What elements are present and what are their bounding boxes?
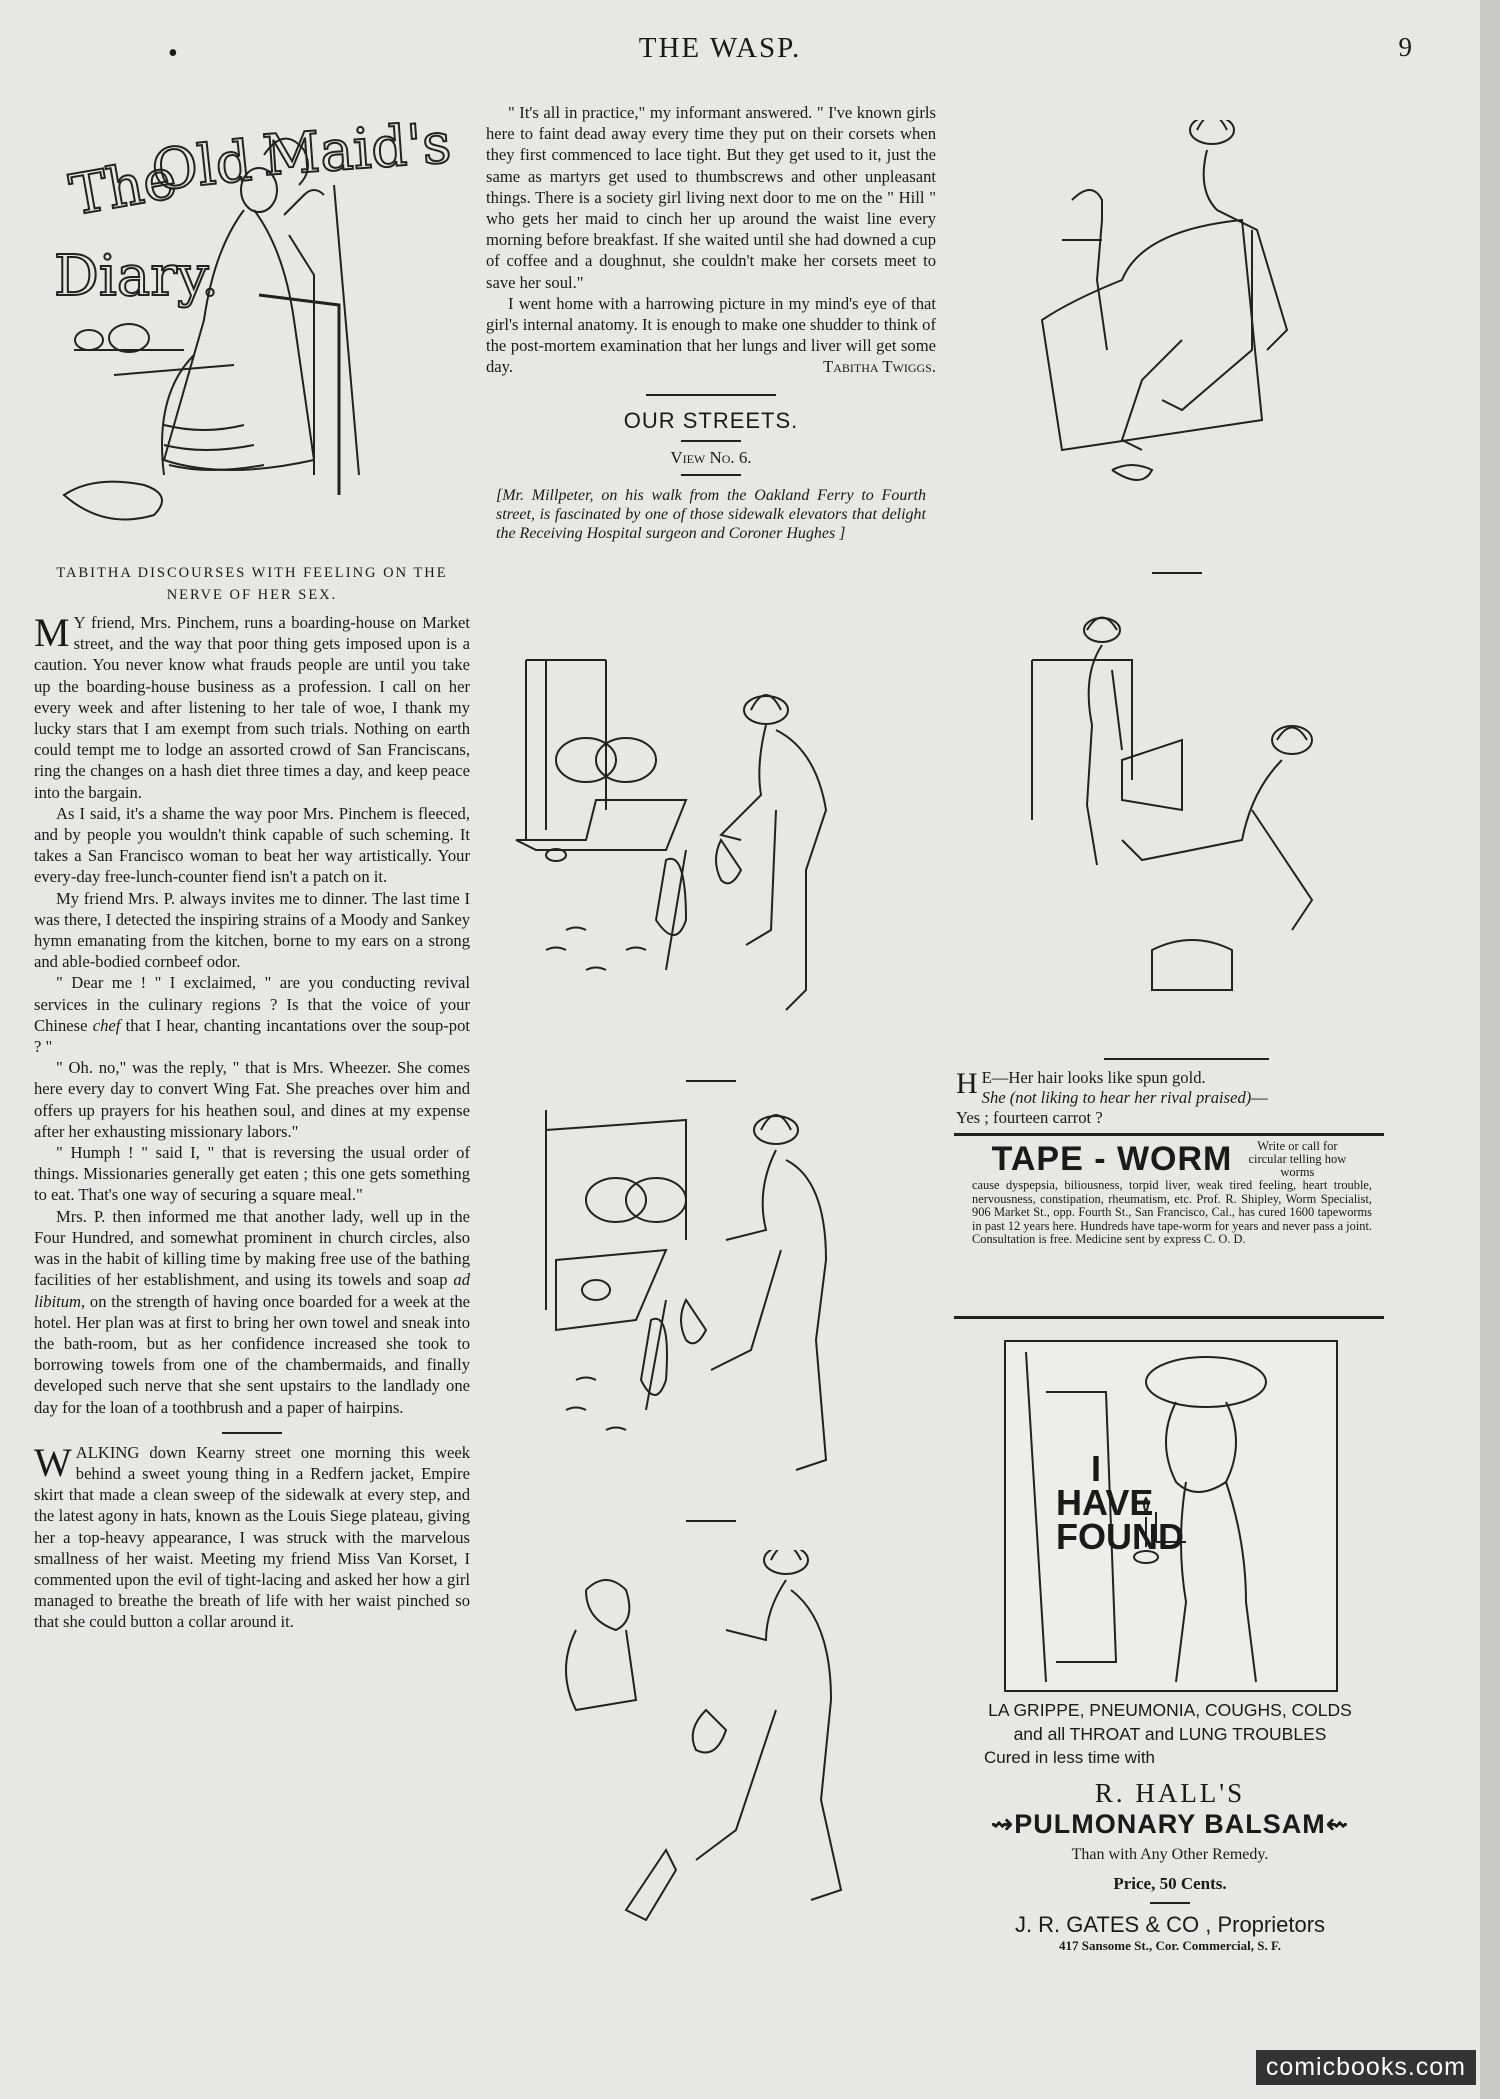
joke <box>956 1068 1386 1128</box>
watermark: comicbooks.com <box>1256 2050 1476 2085</box>
svg-text:Old: Old <box>148 128 255 204</box>
section-intro: [Mr. Millpeter, on his walk from the Oakland Ferry to Fourth street, is fascinated by one of those sidewalk elevators that delight the Receiving Hospital surgeon and Coroner Hughes ] <box>496 486 926 542</box>
paragraph: As I said, it's a shame the way poor Mrs. Pinchem is fleeced, and by people you wouldn't think capable of such scheming. It takes a San Francisco woman to beat her way artistically. Your every-day free-lunch-counter fiend isn't a patch on it. <box>34 803 470 887</box>
drop-cap: H <box>956 1067 978 1100</box>
masthead: THE WASP. <box>638 32 802 64</box>
joke-line: She (not liking to hear her rival praised) <box>981 1088 1252 1107</box>
divider <box>954 1316 1384 1319</box>
cartoon-panel-2 <box>536 1110 906 1490</box>
balsam-ad-line: Cured in less time with <box>984 1748 1156 1767</box>
divider <box>1104 1058 1269 1060</box>
paragraph-text: friend, Mrs. Pinchem, runs a boarding-house on Market street, and the way that poor thing gets imposed upon is a caution. You never know what frauds people are until you take up the boarding-house business as a profession. I call on her every week and after listening to her tale of woe, I thank my lucky stars that I am exempt from such trials. Nothing on earth could tempt me to lodge an assorted crowd of San Franciscans, ring the changes on a hash diet three times a day, and keep peace into the bargain. <box>34 613 470 802</box>
paragraph <box>34 612 470 803</box>
divider <box>954 1133 1384 1136</box>
sign-line: HAVE <box>1056 1482 1154 1523</box>
divider <box>1150 1902 1190 1904</box>
paragraph <box>34 972 470 1057</box>
signature: Tabitha Twiggs. <box>823 357 936 377</box>
small-caps: ALKING <box>75 1442 140 1462</box>
page-edge <box>1480 0 1500 2099</box>
paragraph-text: , on the strength of having once boarded for a week at the hotel. Her plan was at first to bring her own towel and sneak into the bath-room, but as her confidence increased she took to borrowing towels from one of the chambermaids, and finally developed such nerve that she sent upstairs to the landlady one day for the loan of a toothbrush and a paper of hairpins. <box>34 1291 470 1417</box>
italic-text: ad libitum <box>34 1270 470 1311</box>
paragraph <box>34 1206 470 1418</box>
paragraph: " It's all in practice," my informant answered. " I've known girls here to faint dead away every time they put on their corsets when they first commenced to lace tight. But they get used to it, just the same as martyrs get used to thumbscrews and other unpleasant things. There is a society girl living next door to me on the " Hill " who gets her maid to cinch her up around the waist line every morning before breakfast. If she waited until she had downed a cup of coffee and a doughnut, she couldn't make her corsets meet to save her soul." <box>486 103 936 292</box>
divider <box>681 474 741 476</box>
header-dot: • <box>168 38 178 69</box>
joke-line: Yes ; fourteen carrot ? <box>956 1108 1103 1127</box>
balsam-price: Price, 50 Cents. <box>1113 1874 1227 1893</box>
paragraph-text: " Dear me ! " I exclaimed, " are you conducting revival services in the culinary regions ? Is that the voice of your Chinese <box>34 973 470 1035</box>
paragraph: " Humph ! " said I, " that is reversing the usual order of things. Missionaries generally get eaten ; this one gets something to eat. That's one way of securing a square meal." <box>34 1143 470 1205</box>
joke-line: E—Her hair looks like spun gold. <box>981 1068 1206 1087</box>
drop-cap: W <box>34 1439 72 1485</box>
caption-line: TABITHA DISCOURSES WITH FEELING ON THE <box>56 565 448 581</box>
balsam-ad-line: Than with Any Other Remedy. <box>1071 1846 1269 1863</box>
paragraph <box>486 293 936 378</box>
paragraph: " Oh. no," was the reply, " that is Mrs. Wheezer. She comes here every day to convert Wing Fat. She preaches over him and offers up prayers for his heathen soul, and dines at my expense after her exhausting missionary labors." <box>34 1058 470 1141</box>
svg-text:Maid's: Maid's <box>260 110 454 189</box>
divider <box>686 1080 736 1082</box>
divider <box>222 1432 282 1434</box>
tapeworm-ad-title: TAPE - WORM <box>991 1140 1233 1178</box>
drop-cap: M <box>34 610 70 655</box>
cartoon-panel-1 <box>506 650 906 1020</box>
section-subtitle: View No. 6. <box>670 447 752 467</box>
divider <box>1152 572 1202 574</box>
divider <box>686 1520 736 1522</box>
old-maid-diary-illustration <box>34 95 470 535</box>
paragraph-text: I went home with a harrowing picture in my mind's eye of that girl's internal anatomy. It is enough to make one shudder to think of the post-mortem examination that her lungs and liver will get some day. <box>486 293 936 377</box>
tapeworm-ad-side: Write or call for circular telling how worms <box>1248 1139 1347 1179</box>
svg-text:The: The <box>65 146 182 229</box>
divider <box>681 440 741 442</box>
svg-text:Diary.: Diary. <box>54 244 219 309</box>
sign-line: FOUND <box>1056 1516 1184 1557</box>
balsam-ad <box>952 1698 1388 1954</box>
section-title: OUR STREETS. <box>623 407 799 433</box>
balsam-address: 417 Sansome St., Cor. Commercial, S. F. <box>1059 1938 1281 1953</box>
page-number: 9 <box>1398 32 1412 62</box>
tapeworm-ad-body: cause dyspepsia, biliousness, torpid liver, weak tired feeling, heart trouble, nervousness, constipation, rheumatism, etc. Prof. R. Shipley, Worm Specialist, 906 Market St., opp. Fourth St., San Francisco, Cal., has cured 1600 tapeworms in past 12 years here. Hundreds have tape-worm for years and never pass a joint. Consultation is free. Medicine sent by express C. O. D. <box>972 1178 1372 1247</box>
paragraph: My friend Mrs. P. always invites me to dinner. The last time I was there, I detected the inspiring strains of a Moody and Sankey hymn emanating from the kitchen, borne to my ears on a strong and able-bodied cornbeef odor. <box>34 888 470 972</box>
italic-text: chef <box>92 1015 121 1035</box>
page-header <box>0 32 1480 72</box>
balsam-brand: ⇝PULMONARY BALSAM⇜ <box>990 1809 1350 1839</box>
balsam-proprietors: J. R. GATES & CO , Proprietors <box>1014 1912 1326 1937</box>
balsam-brand: R. HALL'S <box>1094 1778 1246 1808</box>
caption-line: NERVE OF HER SEX. <box>166 587 338 603</box>
paragraph-text: Mrs. P. then informed me that another lady, well up in the Four Hundred, and somewhat prominent in church circles, also was in the habit of killing time by making free use of the bathing facilities of her establishment, and using its towels and soap <box>34 1206 470 1290</box>
paragraph-text: down Kearny street one morning this week behind a sweet young thing in a Redfern jacket, Empire skirt that made a clean sweep of the sidewalk at every step, and the latest agony in hats, known as the Louis Siege plateau, giving her a top-heavy appearance, I was struck with the marvelous smallness of her waist. Meeting my friend Miss Van Korset, I commented upon the evil of tight-lacing and asked her how a girl managed to breathe the breath of life with her waist pinched so that she could button a collar around it. <box>34 1442 470 1632</box>
balsam-brand-text: PULMONARY BALSAM <box>1014 1809 1326 1839</box>
cartoon-panel-4 <box>1032 120 1372 530</box>
balsam-ad-line: and all THROAT and LUNG TROUBLES <box>1013 1724 1327 1744</box>
sign-line: I <box>1090 1448 1101 1489</box>
cartoon-panel-5 <box>992 610 1362 1010</box>
sign <box>1056 1448 1184 1557</box>
cartoon-panel-3 <box>546 1550 876 1960</box>
divider <box>646 394 776 396</box>
balsam-ad-illustration <box>1004 1340 1338 1692</box>
paragraph-text: that I hear, chanting incantations over the soup-pot ? " <box>34 1015 470 1057</box>
balsam-ad-line: LA GRIPPE, PNEUMONIA, COUGHS, COLDS <box>988 1700 1352 1720</box>
tapeworm-ad <box>972 1140 1372 1247</box>
small-caps: Y <box>73 613 86 632</box>
joke-dash: — <box>1251 1088 1268 1107</box>
paragraph <box>34 1439 470 1633</box>
illustration-caption <box>34 562 470 606</box>
